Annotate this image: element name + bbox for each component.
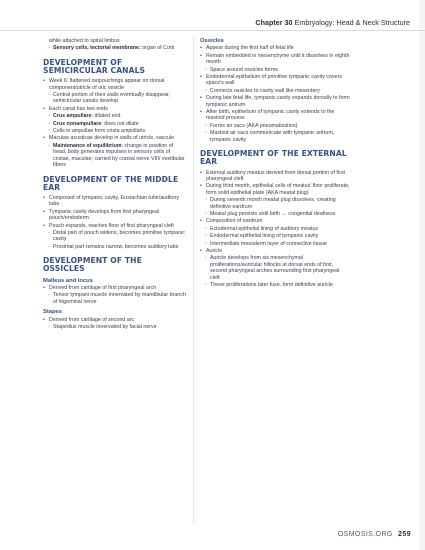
list-item: • Appear during the first half of fetal life [200,45,350,51]
list-item: • Remain embedded in mesenchyme until it dissolves in eighth month [200,53,350,66]
list-item: ◦ Proximal part remains narrow, becomes auditory tube [43,244,186,250]
list [200,74,350,87]
definition: : does not dilate [101,120,139,127]
header-divider [0,30,425,31]
list [200,95,350,122]
semicircular-list [43,78,186,91]
column-divider [193,36,194,524]
list-item: • Endodermal epithelium of primitive tympanic cavity covers space's wall [200,74,350,87]
list [43,106,186,112]
list-item [43,45,186,51]
list [43,285,186,291]
list-item: • During third month, epithelial cells of meatus' floor proliferate, form solid epithelial plate (AKA meatal plug) [200,183,350,196]
list-item: ◦ Forms air sacs (AKA pneumatization) [200,123,350,129]
sublist [200,255,350,288]
right-column [200,38,350,289]
chapter-title: Embryology: Head & Neck Structure [294,18,410,27]
list-item: ◦ Cells in ampullae form crista ampullaris [43,128,186,134]
list-item: ◦ These proliferations later fuse, form definitive auricle [200,282,350,288]
site-link[interactable]: OSMOSIS.ORG [337,531,393,538]
sublist [200,88,350,94]
list-item: • Week 6: flattened outpouchings appear on dorsal component/utricle of otic vesicle [43,78,186,91]
sublist [43,113,186,134]
page-edge [419,0,425,550]
list-item: • Tympanic cavity develops from first pharyngeal pouch/endoderm [43,209,186,222]
list-item: ◦ Intermediate mesoderm layer of connective tissue [200,241,350,247]
term: Crus ampullare [53,113,92,120]
list-item: • Maculae acusticae develop in walls of utricle, saccule [43,135,186,141]
list-item: ◦ During seventh month meatal plug dissolves, creating definitive eardrum [200,197,350,210]
sublist [43,143,186,169]
intro-text: while attached to spiral limbus [49,38,120,44]
sublist [43,292,186,305]
section-heading: DEVELOPMENT OF THE MIDDLE EAR [43,174,179,192]
list-item: ◦ Meatal plug persists until birth → congenital deafness [200,211,350,217]
definition: organ of Corti [140,45,175,52]
sublist [200,226,350,247]
subheading: Stapes [43,309,63,316]
list-item: ◦ Connects ossicles to cavity wall like mesentery [200,88,350,94]
definition: : change in position of head, body generates impulses in sensory cells of cristae, maculae; carried by cranial nerve VIII/ vestibular fibers [53,142,185,169]
section-heading: DEVELOPMENT OF THE OSSICLES [43,256,142,274]
list-item: ◦ Endodermal epithelial lining of tympanic cavity [200,233,350,239]
intro-list [43,45,186,51]
list-item: ◦ Stapedius muscle innervated by facial nerve [43,324,186,330]
list-item: ◦ Tensor tympani muscle innervated by mandibular branch of trigeminal nerve [43,292,186,305]
subheading: Malleus and incus [43,277,93,284]
term: Crus nonampullare [53,120,102,127]
middle-ear-list [43,195,186,229]
section-heading: DEVELOPMENT OF THE EXTERNAL EAR [200,149,347,167]
term: Maintenance of equilibrium [53,142,122,149]
sublist [200,197,350,217]
list [200,248,350,254]
list [200,218,350,224]
list [200,45,350,65]
page-number: 259 [398,531,411,538]
external-ear-list [200,170,350,197]
list-item: • Composition of eardrum [200,218,350,224]
list-item: ◦ Central portion of their walls eventually disappear, semicircular canals develop [43,92,186,105]
list-item: ◦ Mastoid air sacs communicate with tympanic antrum, tympanic cavity [200,130,350,143]
term: Sensory cells, tectorial membrane: [53,45,141,52]
sublist [43,324,186,330]
list-item [43,121,186,127]
list-item: • Composed of tympanic cavity, Eustachian tube/auditory tube [43,195,186,208]
list-item: ◦ Ectodermal epithelial lining of auditory meatus [200,226,350,232]
sublist [200,67,350,73]
chapter-number: Chapter 30 [255,18,293,27]
list [43,135,186,141]
list-item: • During late fetal life, tympanic cavity expands dorsally to form tympanic antrum [200,95,350,108]
list [43,317,186,323]
definition: : dilated end [91,113,121,120]
running-header [250,18,410,27]
list-item: • After birth, epithelium of tympanic cavity extends to the mastoid process [200,109,350,122]
page-footer [338,531,411,538]
list-item [43,113,186,119]
sublist [43,230,186,250]
section-heading: DEVELOPMENT OF SEMICIRCULAR CANALS [43,57,146,76]
sublist [200,123,350,143]
left-column [43,38,186,331]
list-item: • External auditory meatus derived from dorsal portion of first pharyngeal cleft [200,170,350,183]
list-item: • Each canal has two ends [43,106,186,112]
list-item: ◦ Distal part of pouch widens, becomes primitive tympanic cavity [43,230,186,243]
list-item: • Derived from cartilage of second arc [43,317,186,323]
list-item: ◦ Space around ossicles forms [200,67,350,73]
subheading: Ossicles [200,38,224,44]
list-item: • Auricle [200,248,350,254]
list-item [43,143,186,169]
list-item: • Pouch expands, reaches floor of first pharyngeal cleft [43,223,186,229]
sublist [43,92,186,105]
list-item: • Derived from cartilage of first pharyngeal arch [43,285,186,291]
list-item: ◦ Auricle develops from six mesenchymal proliferations/auricular hillocks at dorsal ends of first, second pharyngeal arches surrounding first pharyngeal cleft [200,255,350,281]
